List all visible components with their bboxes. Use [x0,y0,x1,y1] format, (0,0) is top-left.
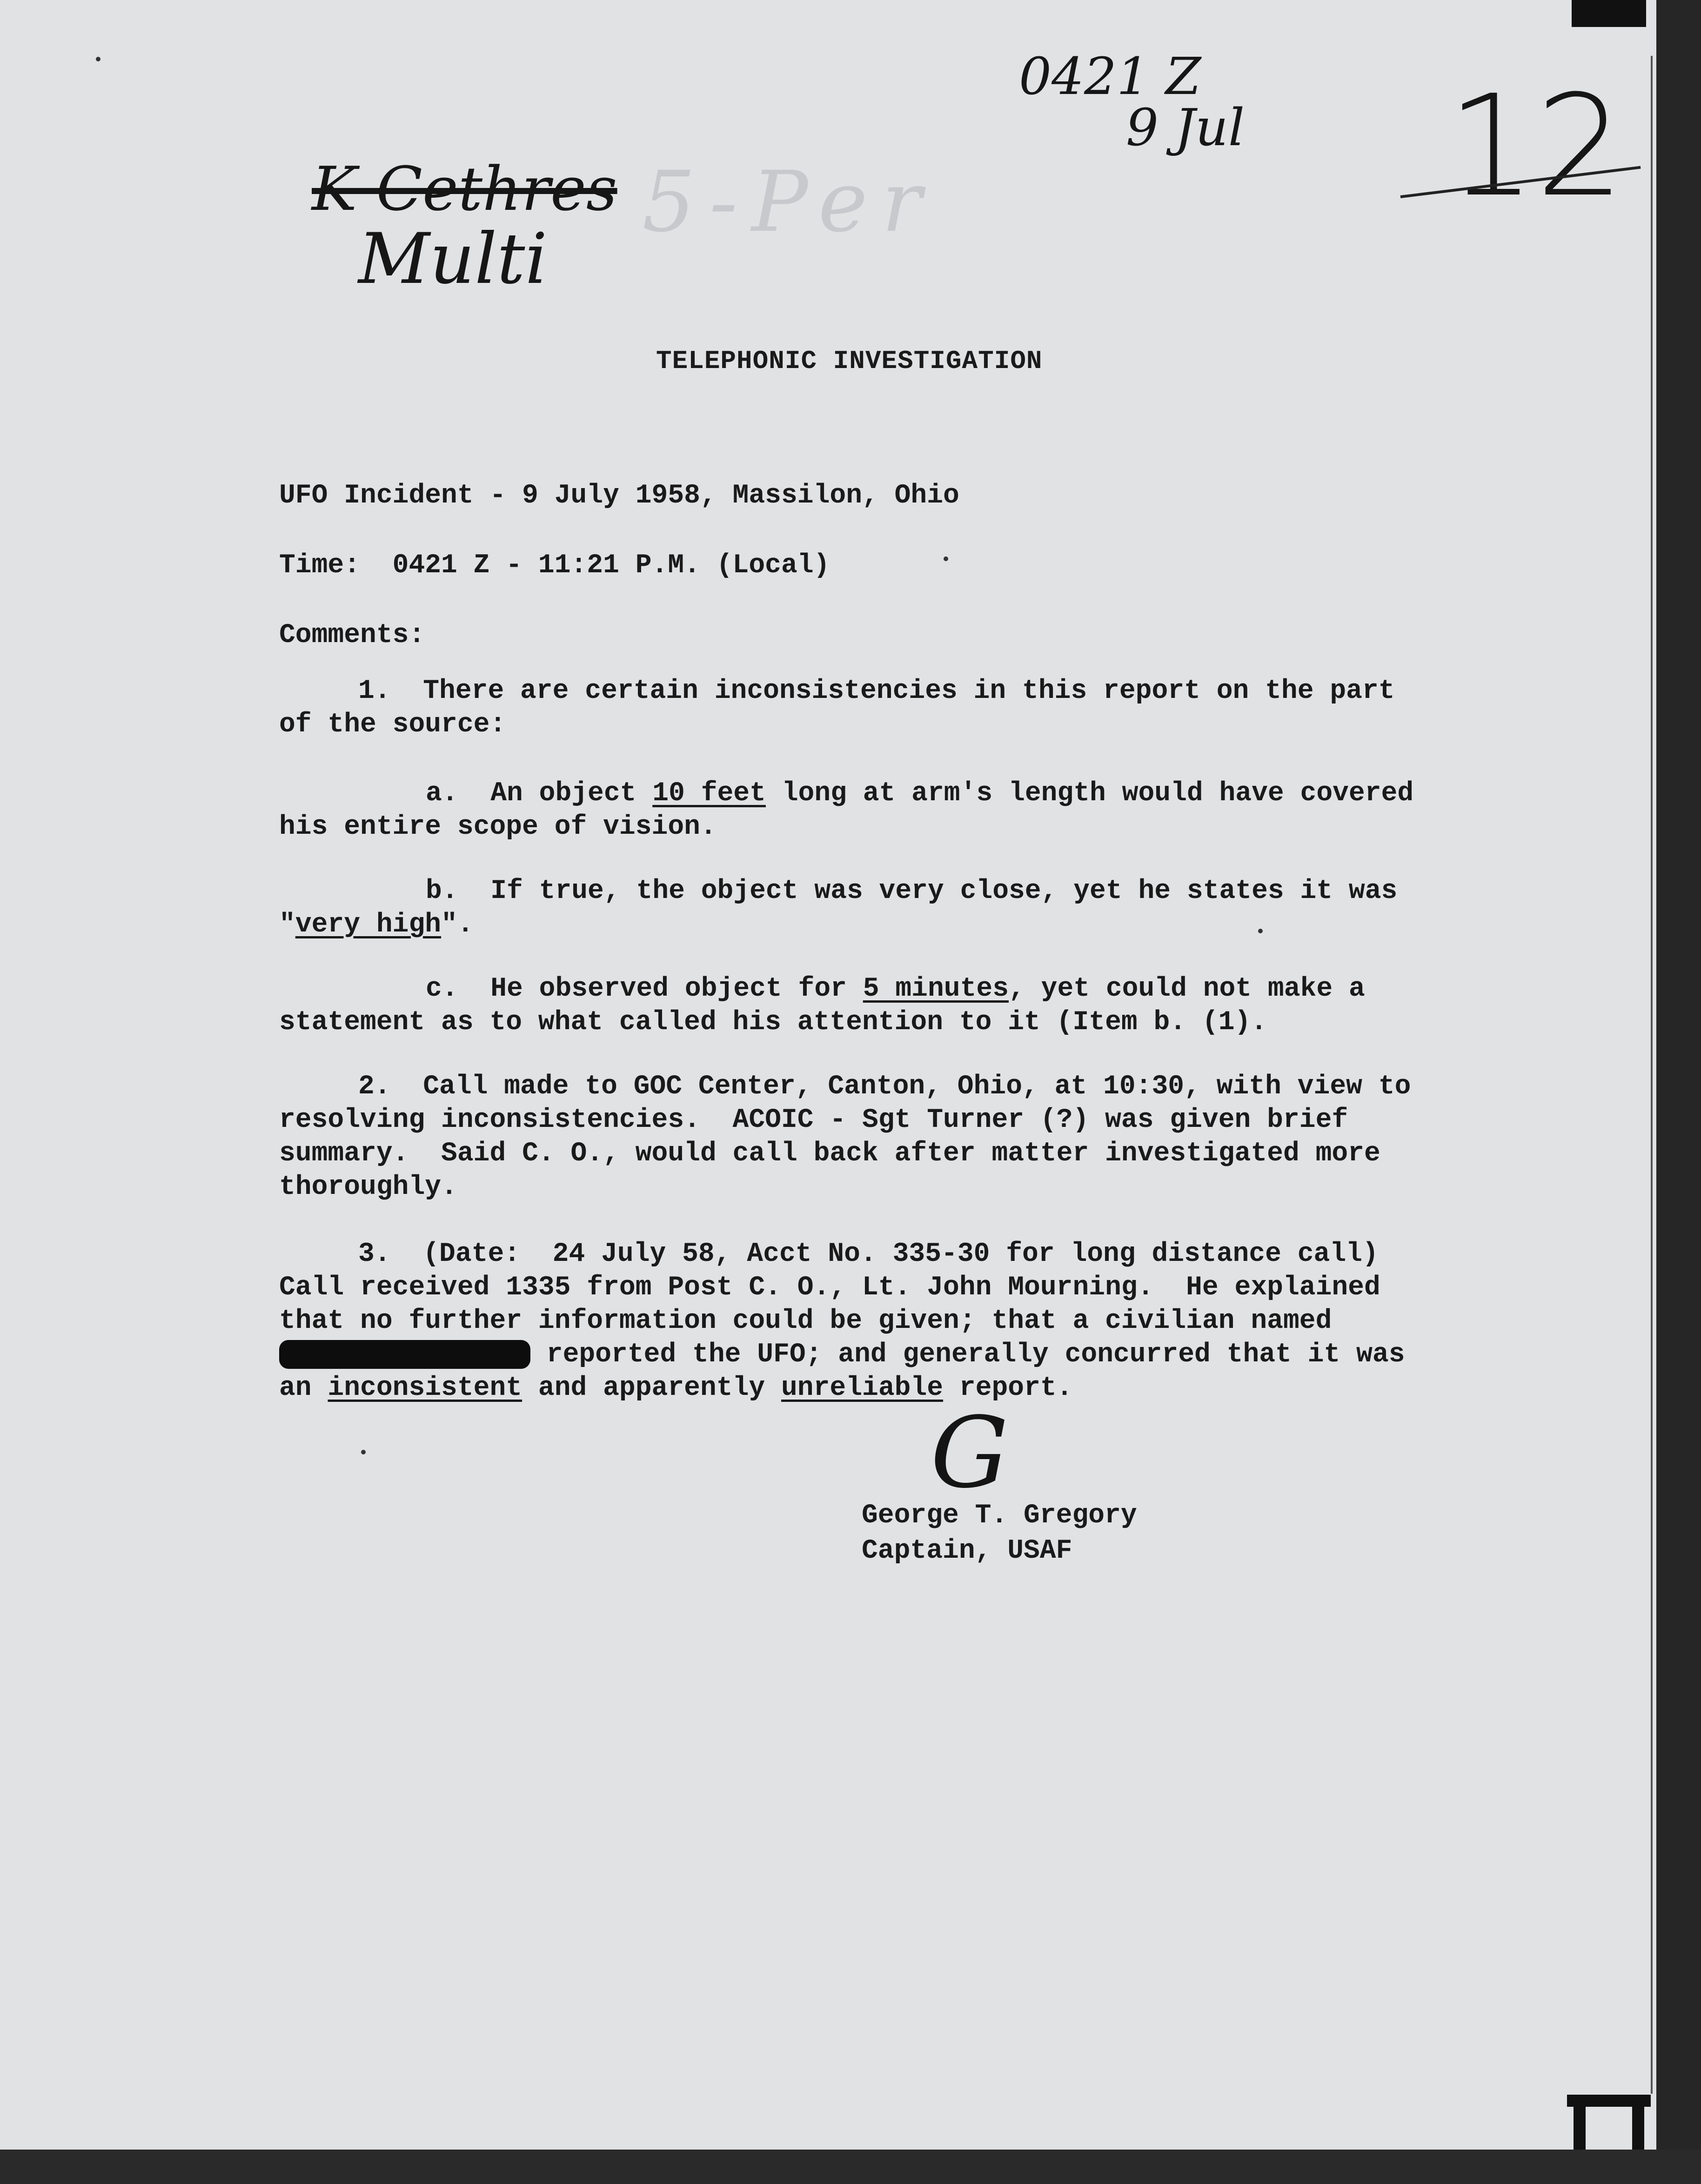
p3-line5 [279,1372,1470,1405]
handwritten-multi: Multi [358,219,548,300]
p3-line5-mid: and apparently [522,1373,781,1403]
handwritten-page-number: 12 [1447,65,1625,228]
pc-line1 [279,972,1470,1006]
time-line: Time: 0421 Z - 11:21 P.M. (Local) [279,550,830,581]
p3-line5-post: report. [943,1373,1073,1403]
p3-line3: that no further information could be given; that a civilian named [279,1306,1332,1336]
incident-line-block [279,479,1470,513]
pb-quote-open: " [279,910,295,940]
pa-pre: a. An object [426,778,653,809]
document-title: TELEPHONIC INVESTIGATION [656,346,1043,376]
incident-line: UFO Incident - 9 July 1958, Massilon, Ohio [279,481,959,511]
pb-quote-close: ". [441,910,474,940]
registration-mark-leg [1632,2107,1644,2150]
signature-initial: G [931,1396,1009,1510]
time-line-block [279,549,1470,583]
p3-line1: 3. (Date: 24 July 58, Acct No. 335-30 for long distance call) [358,1239,1379,1269]
signer-rank: Captain, USAF [862,1536,1072,1566]
p3-underlined-inconsistent: inconsistent [328,1373,522,1403]
p2-line3: summary. Said C. O., would call back after matter investigated more [279,1139,1380,1169]
p1-line1: 1. There are certain inconsistencies in this report on the part [358,676,1395,706]
pb-underlined: very high [295,910,442,940]
scan-border-bottom [0,2150,1701,2184]
handwritten-crossed-word: K Cethres [312,154,617,224]
comments-label: Comments: [279,620,425,650]
pc-underlined: 5 minutes [863,974,1009,1004]
signature-block [862,1498,1137,1569]
pc-pre: c. He observed object for [426,974,863,1004]
speck [96,57,100,61]
p2-line1: 2. Call made to GOC Center, Canton, Ohio, at 10:30, with view to [358,1072,1411,1102]
registration-mark-leg [1574,2107,1586,2150]
registration-mark-bottom [1567,2095,1651,2150]
pc-line2: statement as to what called his attention to it (Item b. (1). [279,1007,1267,1038]
speck [361,1450,366,1454]
paragraph-3 [279,1238,1470,1405]
pa-post: long at arm's length would have covered [765,778,1414,809]
scan-border-right [1656,0,1701,2184]
p3-underlined-unreliable: unreliable [781,1373,944,1403]
paragraph-1 [279,675,1470,742]
paragraph-b [279,875,1470,942]
paragraph-a [279,777,1470,844]
registration-mark-top [1572,0,1646,27]
page-edge-shadow [1651,56,1653,2094]
paragraph-2 [279,1070,1470,1204]
redaction-bar [279,1340,530,1369]
handwritten-date: 9 Jul [1126,98,1245,157]
pb-line2 [279,908,1470,942]
p2-line4: thoroughly. [279,1172,457,1202]
paragraph-c [279,972,1470,1039]
handwritten-time-code: 0421 Z [1019,47,1201,106]
p1-line2: of the source: [279,710,506,740]
p3-line4-text: reported the UFO; and generally concurred that it was [530,1340,1405,1370]
pb-line1: b. If true, the object was very close, yet he states it was [426,876,1398,906]
pa-underlined: 10 feet [652,778,766,809]
comments-label-block [279,619,1470,652]
pa-line2: his entire scope of vision. [279,812,717,842]
pa-line1 [279,777,1470,811]
registration-mark-bar [1567,2095,1651,2107]
signer-name: George T. Gregory [862,1501,1137,1531]
p2-line2: resolving inconsistencies. ACOIC - Sgt Turner (?) was given brief [279,1105,1348,1135]
pencil-notation: 5-Per [642,154,936,251]
p3-line4 [279,1338,1470,1372]
pc-post: , yet could not make a [1009,974,1365,1004]
p3-line2: Call received 1335 from Post C. O., Lt. John Mourning. He explained [279,1273,1380,1303]
p3-line5-pre: an [279,1373,328,1403]
